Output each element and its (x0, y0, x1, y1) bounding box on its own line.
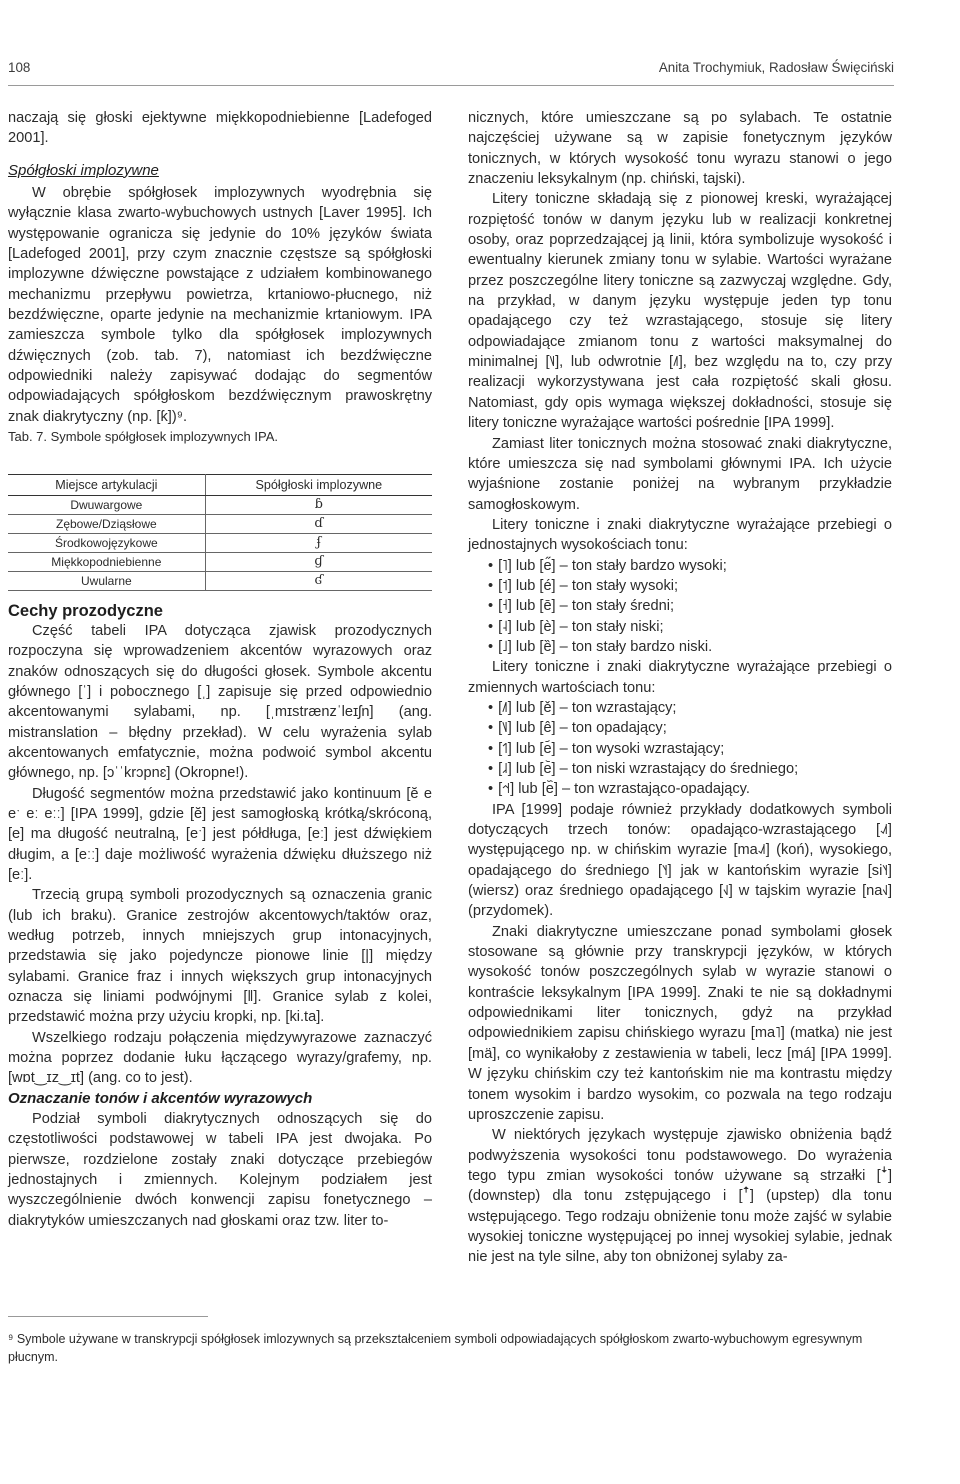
footnote-rule (8, 1316, 208, 1317)
left-column (8, 108, 432, 1231)
contour-tones-list (468, 698, 892, 800)
paragraph: Długość segmentów można przedstawić jako kontinuum [ĕ e eˑ eː eːː] [IPA 1999], gdzie [ĕ] jest samogłoską krótką/skróconą, [e] ma długość neutralną, [eˑ] jest półdługa, [eː] jest dźwiękiem długim, a [eːː] daje możliwość wyrażenia dźwięku dłuższego niż [eː]. (8, 785, 432, 883)
table-header-row (8, 474, 432, 495)
table-row (8, 495, 432, 514)
table-row (8, 552, 432, 571)
paragraph: Znaki diakrytyczne umieszczane ponad symbolami głosek stosowane są głównie przy transkrypcji języków, w których wysokość tonów poszczególnych sylab w wyrazie stanowi o kontraście leksykalnym [IPA 1999]. Znaki te nie są dokładnymi odpowiednikami liter tonicznych, gdyż na przykład odpowiednikiem zapisu chińskiego wyrazu [ma˥] (matka) nie jest [mä], co wynikałoby z zestawienia w tabeli, lecz [má] [IPA 1999]. W języku chińskim czy też kantońskim nie ma kontrastu między tonem wysokim i bardzo wysokim, co pozwala na tego rodzaju uproszczenie zapisu. (468, 923, 892, 1123)
level-tones-list (468, 556, 892, 658)
paragraph: Podział symboli diakrytycznych odnoszących się do częstotliwości podstawowej w tabeli IPA jest dwojaka. Po pierwsze, rozdzielone zostały znaki dotyczące przebiegów jednostajnych i zmiennych. Kolejnym podziałem jest wyszczególnienie dwóch konwencji zapisu fonetycznego – diakrytyków umieszczanych nad głoskami oraz tzw. liter to- (8, 1111, 432, 1229)
table-cell-symbol: ɠ (205, 552, 432, 571)
table-cell-symbol: ɓ (205, 495, 432, 514)
paragraph: Zamiast liter tonicznych można stosować znaki diakrytyczne, które umieszcza się nad symbolami głównymi IPA. Ich użycie wyjaśnione zostanie poniżej na wybranym przykładzie samogłoskowym. (468, 435, 892, 513)
paragraph: Litery toniczne i znaki diakrytyczne wyrażające przebiegi o jednostajnych wysokościach tonu: (468, 516, 892, 554)
section-heading-implosive: Spółgłoski implozywne (8, 161, 159, 179)
paragraph: nicznych, które umieszczane są po sylabach. Te ostatnie najczęściej używane są w zapisie fonetycznym języków tonicznych, w których wysokość tonu wyrazu stanowi o jego znaczeniu leksykalnym (np. chiński, tajski). (468, 110, 892, 188)
table-cell-place: Zębowe/Dziąsłowe (8, 514, 205, 533)
paragraph: Część tabeli IPA dotycząca zjawisk prozodycznych rozpoczyna się wprowadzeniem akcentów wyrazowych oraz znaków odnoszących się do długości głosek. Symbole akcentu głównego [ˈ] i pobocznego [ˌ] zapisuje się przed odpowiednio akcentowanymi sylabami, np. [ˌmɪstrænzˈleɪʃn] (ang. mistranslation – błędny przekład). W celu wyrażenia sylab akcentowanych emfatycznie, można podwoić symbol akcentu głównego, np. [ɔˈˈkrɔpnɛ] (Okropne!). (8, 622, 432, 782)
table-row (8, 514, 432, 533)
table-cell-symbol: ɗ (205, 514, 432, 533)
subsection-heading-tones: Oznaczanie tonów i akcentów wyrazowych (8, 1089, 313, 1107)
table-cell-symbol: ʄ (205, 533, 432, 552)
paragraph: Wszelkiego rodzaju połączenia międzywyrazowe zaznaczyć można poprzez dodanie łuku łączącego wyrazy/grafemy, np. [wɒt‿ɪz‿ɪt] (ang. co to jest). (8, 1029, 432, 1087)
list-item: • [˥˩] lub [ê] – ton opadający; (488, 718, 892, 738)
header-rule (8, 85, 894, 86)
paragraph: Litery toniczne składają się z pionowej kreski, wyrażającej rozpiętość tonów w danym języku lub w realizacji konkretnej osoby, oraz poprzedzającej ją linii, która symbolizuje wysokość i ewentualny kierunek zmiany tonu w sylabie. Wartości wyrażane przez poszczególne litery toniczne są zazwyczaj względne. Gdy, na przykład, w danym języku występuje jeden typ tonu opadającego czy też wzrastającego, stosuje się litery odpowiadające zmianom tonu z wartości maksymalnej do minimalnej [˥˩], lub odwrotnie [˩˥], bez względu na to, czy przy realizacji wykorzystywana jest cała rozpiętość skali głosu. Natomiast, gdy opis wymaga większej dokładności, stosuje się litery toniczne wyrażające wartości pośrednie [IPA 1999]. (468, 191, 892, 432)
table-header-implosives: Spółgłoski implozywne (205, 474, 432, 495)
paragraph: Litery toniczne i znaki diakrytyczne wyrażające przebiegi o zmiennych wartościach tonu: (468, 659, 892, 696)
table-row (8, 533, 432, 552)
paragraph: Trzecią grupą symboli prozodycznych są oznaczenia granic (lub ich braku). Granice zestrojów akcentowych/taktów oraz, według potrzeb, innych mniejszych grup intonacyjnych, przedstawia się jako pojedyncze pionowe linie [|] między sylabami. Granice fraz i innych większych grup intonacyjnych oznacza się liniami podwójnymi [‖]. Granice sylab z kolei, przedstawić można przy użyciu kropki, np. [ki.ta]. (8, 887, 432, 1026)
table-cell-place: Środkowojęzykowe (8, 533, 205, 552)
list-item: • [˩˨] lub [e᷅] – ton niski wzrastający do średniego; (488, 759, 892, 779)
running-header (8, 60, 894, 82)
table-cell-place: Dwuwargowe (8, 495, 205, 514)
table-cell-place: Uwularne (8, 571, 205, 590)
table-cell-place: Miękkopodniebienne (8, 552, 205, 571)
running-header-authors: Anita Trochymiuk, Radosław Święciński (658, 60, 894, 75)
list-item: • [˥] lub [e̋] – ton stały bardzo wysoki; (488, 556, 892, 576)
list-item: • [˨] lub [è] – ton stały niski; (488, 617, 892, 637)
list-item: • [˧˦˧] lub [e᷈] – ton wzrastająco-opadający. (488, 779, 892, 799)
paragraph: W obrębie spółgłosek implozywnych wyodrębnia się wyłącznie klasa zwarto-wybuchowych ustnych [Laver 1995]. Ich występowanie ogranicza się jedynie do 10% języków świata [Ladefoged 2001], przy czym znacznie częstsze są spółgłoski implozywne dźwięczne powstające z udziałem kombinowanego mechanizmu przepływu powietrza, krtaniowo-płucnego, niż bezdźwięczne, oparte jedynie na mechanizmie krtaniowym. IPA zamieszcza symbole tylko dla spółgłosek implozywnych dźwięcznych (zob. tab. 7), natomiast ich bezdźwięczne odpowiedniki należy zapisywać dodając do segmentów odpowiadających spółgłoskom bezdźwięcznym prawoskrętny znak diakrytyczny (np. [ƙ])⁹. (8, 185, 432, 425)
implosive-table (8, 474, 432, 591)
list-item: • [˩] lub [ȅ] – ton stały bardzo niski. (488, 637, 892, 657)
list-item: • [˩˥] lub [ě] – ton wzrastający; (488, 698, 892, 718)
table-row (8, 571, 432, 590)
list-item: • [˦˥] lub [e᷄] – ton wysoki wzrastający; (488, 739, 892, 759)
table-caption: Tab. 7. Symbole spółgłosek implozywnych IPA. (8, 429, 278, 445)
paragraph: IPA [1999] podaje również przykłady dodatkowych symboli dotyczących trzech tonów: opadająco-wzrastającego [˨˩˦] występującego np. w chińskim wyrazie [ma˨˩˦] (koń), wysokiego, opadającego do średniego [˥˧] jak w kantońskim wyrazie [si˥˧] (wiersz) oraz średniego opadającego [˧˩] w tajskim wyrazie [na˧˩] (przydomek). (468, 801, 892, 920)
footnote: ⁹ Symbole używane w transkrypcji spółgłosek imlozywnych są przekształceniem symboli odpowiadających spółgłoskom zwarto-wybuchowym egresywnym płucnym. (8, 1332, 863, 1364)
list-item: • [˦] lub [é] – ton stały wysoki; (488, 576, 892, 596)
list-item: • [˧] lub [ē] – ton stały średni; (488, 596, 892, 616)
section-heading-prosodic: Cechy prozodyczne (8, 601, 163, 620)
paragraph: W niektórych językach występuje zjawisko obniżenia bądź podwyższenia wysokości tonu podstawowego. Do wyrażenia tego typu zmian wysokości tonów używane są strzałki [ꜜ] (downstep) dla tonu zstępującego i [ꜛ] (upstep) dla tonu wstępującego. Tego rodzaju obniżenie tonu może zajść w sylabie wysokiej toniczne występującej po innej wysokiej sylabie, jednak nie jest na tyle silne, aby ton obniżonej sylaby za- (468, 1127, 892, 1266)
page-number: 108 (8, 60, 31, 75)
table-header-place: Miejsce artykulacji (8, 474, 205, 495)
right-column (468, 108, 892, 1268)
table-cell-symbol: ʛ (205, 571, 432, 590)
paragraph: naczają się głoski ejektywne miękkopodniebienne [Ladefoged 2001]. (8, 110, 432, 147)
